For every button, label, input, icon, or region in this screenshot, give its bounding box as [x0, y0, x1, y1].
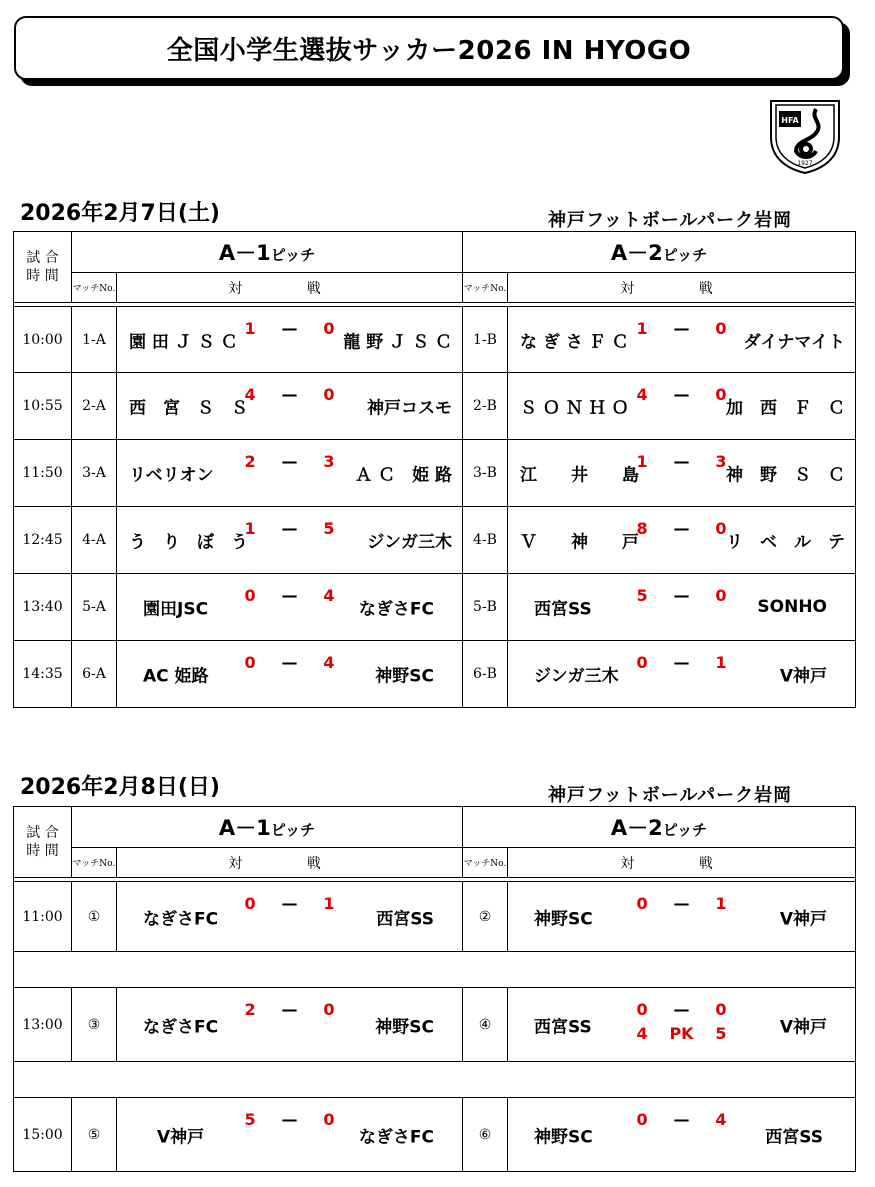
match-time: 10:55 [14, 373, 72, 440]
away-team: 神野SC [375, 666, 434, 687]
home-score: 0 [636, 894, 648, 913]
match-time: 11:00 [14, 882, 72, 952]
score-dash: — [673, 1110, 690, 1129]
score [245, 1000, 335, 1019]
home-team: 西 宮 Ｓ Ｓ [129, 398, 248, 419]
title-banner [14, 16, 844, 80]
vs-header: 対 戦 [117, 848, 463, 878]
pitch-a1-header [72, 232, 463, 273]
away-team: V神戸 [779, 909, 827, 929]
away-score: 0 [715, 519, 727, 538]
pitch-a2-label: A－2 [610, 816, 663, 840]
home-score: 0 [244, 653, 256, 672]
match-time: 13:40 [14, 574, 72, 641]
match-no: ② [463, 882, 508, 952]
spacer-row [14, 1062, 856, 1098]
match-no: 5-B [463, 574, 508, 641]
pk-score [637, 1024, 727, 1043]
away-team: Ａ Ｃ 姫 路 [355, 465, 452, 486]
day2-date: 2026年2月8日(日) [20, 775, 220, 800]
score-dash: — [281, 1110, 298, 1129]
home-team: 西宮SS [534, 1017, 592, 1037]
day1-date: 2026年2月7日(土) [20, 201, 220, 226]
header-row [14, 232, 856, 273]
match-time: 14:35 [14, 641, 72, 708]
home-team: AC 姫路 [143, 666, 209, 687]
home-score: 0 [636, 653, 648, 672]
score [245, 586, 335, 605]
table-row [14, 641, 856, 708]
score-dash: — [673, 894, 690, 913]
time-header-line2: 時 間 [26, 843, 59, 859]
score-dash: — [281, 452, 298, 471]
pitch-a1-label: A－1 [218, 241, 271, 265]
emblem-text: HFA [781, 116, 799, 125]
home-score: 4 [636, 385, 648, 404]
match-time: 15:00 [14, 1098, 72, 1172]
away-score: 3 [715, 452, 727, 471]
home-score: 0 [244, 894, 256, 913]
match-cell [508, 1098, 856, 1172]
match-no: ④ [463, 988, 508, 1062]
table-row [14, 507, 856, 574]
home-team: なぎさFC [143, 909, 219, 929]
match-no: 3-A [72, 440, 117, 507]
home-team: なぎさFC [143, 1017, 219, 1037]
vs-header: 対 戦 [508, 273, 856, 303]
home-team: な ぎ さ Ｆ Ｃ [520, 332, 629, 352]
score [637, 1000, 727, 1019]
home-team: う り ぼ う [129, 532, 248, 553]
match-cell [508, 507, 856, 574]
away-team: リ ベ ル テ [726, 532, 845, 553]
score-dash: — [673, 1000, 690, 1019]
match-cell [117, 574, 463, 641]
time-header-line1: 試 合 [26, 250, 59, 266]
score-dash: — [673, 319, 690, 338]
score [245, 653, 335, 672]
match-no: ③ [72, 988, 117, 1062]
score [637, 319, 727, 338]
match-no-header: マッチNo. [463, 273, 508, 303]
pitch-a2-label: A－2 [610, 241, 663, 265]
day2-schedule-table [13, 806, 856, 1172]
day1-schedule-table [13, 231, 856, 708]
match-cell [117, 373, 463, 440]
home-score: 1 [244, 319, 256, 338]
away-team: V神戸 [779, 1017, 827, 1037]
score [637, 894, 727, 913]
pitch-a1-header [72, 807, 463, 848]
table-row [14, 307, 856, 373]
match-cell [117, 882, 463, 952]
match-no: 4-A [72, 507, 117, 574]
match-cell [117, 307, 463, 373]
score-dash: — [281, 385, 298, 404]
pitch-a1-label: A－1 [218, 816, 271, 840]
score-dash: — [281, 586, 298, 605]
home-score: 1 [636, 452, 648, 471]
home-team: 園田JSC [143, 599, 209, 620]
away-score: 1 [715, 894, 727, 913]
away-team: ダイナマイト [743, 332, 845, 352]
pitch-a2-suffix: ピッチ [662, 246, 708, 264]
subheader-row [14, 848, 856, 878]
match-cell [508, 574, 856, 641]
table-row [14, 574, 856, 641]
home-score: 5 [244, 1110, 256, 1129]
match-cell [508, 307, 856, 373]
score [245, 894, 335, 913]
table-row [14, 373, 856, 440]
match-no: 2-A [72, 373, 117, 440]
away-score: 0 [323, 385, 335, 404]
home-team: ジンガ三木 [534, 666, 619, 687]
home-team: V神戸 [157, 1127, 205, 1147]
home-score: 0 [636, 1110, 648, 1129]
subheader-row [14, 273, 856, 303]
home-team: 神野SC [534, 909, 593, 929]
score [245, 519, 335, 538]
table-row [14, 440, 856, 507]
away-team: なぎさFC [358, 1127, 434, 1147]
vs-header: 対 戦 [508, 848, 856, 878]
score-dash: — [673, 586, 690, 605]
match-no-header: マッチNo. [463, 848, 508, 878]
score [637, 653, 727, 672]
home-team: Ｖ 神 戸 [520, 532, 639, 553]
home-score: 4 [244, 385, 256, 404]
match-no-header: マッチNo. [72, 848, 117, 878]
table-row [14, 882, 856, 952]
match-cell [117, 1098, 463, 1172]
home-score: 2 [244, 452, 256, 471]
score [245, 319, 335, 338]
time-header-line1: 試 合 [26, 825, 59, 841]
home-score: 1 [244, 519, 256, 538]
score [637, 519, 727, 538]
home-score: 1 [636, 319, 648, 338]
match-cell [117, 988, 463, 1062]
score-dash: — [673, 385, 690, 404]
home-team: 江 井 島 [520, 465, 639, 486]
score [637, 385, 727, 404]
match-time: 11:50 [14, 440, 72, 507]
score [245, 1110, 335, 1129]
home-team: 神野SC [534, 1127, 593, 1147]
page-title: 全国小学生選抜サッカー2026 IN HYOGO [166, 35, 692, 66]
hfa-emblem-icon [766, 97, 844, 175]
home-team: 園 田 Ｊ Ｓ Ｃ [129, 332, 238, 352]
pitch-a2-header [463, 232, 856, 273]
pitch-a1-suffix: ピッチ [270, 246, 316, 264]
away-score: 0 [715, 385, 727, 404]
match-no: 3-B [463, 440, 508, 507]
time-header [14, 232, 72, 303]
score-dash: — [281, 519, 298, 538]
table-row [14, 1098, 856, 1172]
match-time: 12:45 [14, 507, 72, 574]
home-team: 西宮SS [534, 599, 592, 620]
away-team: 神野SC [375, 1017, 434, 1037]
pitch-a2-suffix: ピッチ [662, 821, 708, 839]
vs-header: 対 戦 [117, 273, 463, 303]
table-row [14, 988, 856, 1062]
match-cell [508, 641, 856, 708]
match-cell [117, 507, 463, 574]
away-score: 4 [715, 1110, 727, 1129]
match-no: ⑥ [463, 1098, 508, 1172]
score-dash: — [673, 452, 690, 471]
score [637, 452, 727, 471]
home-team: Ｓ Ｏ Ｎ Ｈ Ｏ [520, 398, 629, 419]
match-no: 2-B [463, 373, 508, 440]
match-cell [508, 373, 856, 440]
away-score: 5 [323, 519, 335, 538]
away-score: 4 [323, 653, 335, 672]
away-team: V神戸 [779, 666, 827, 687]
match-no: ① [72, 882, 117, 952]
score-dash: — [673, 519, 690, 538]
header-row [14, 807, 856, 848]
home-score: 5 [636, 586, 648, 605]
score-dash: — [673, 653, 690, 672]
match-cell [117, 440, 463, 507]
away-score: 0 [323, 1110, 335, 1129]
home-score: 0 [636, 1000, 648, 1019]
away-score: 0 [715, 1000, 727, 1019]
away-score: 4 [323, 586, 335, 605]
away-team: SONHO [757, 597, 827, 617]
score-dash: — [281, 894, 298, 913]
score-dash: — [281, 653, 298, 672]
time-header-line2: 時 間 [26, 268, 59, 284]
match-no: 6-A [72, 641, 117, 708]
score-dash: — [281, 1000, 298, 1019]
away-team: なぎさFC [358, 599, 434, 620]
away-team: 龍 野 Ｊ Ｓ Ｃ [343, 332, 452, 352]
pk-home-score: 4 [636, 1024, 648, 1043]
match-no: 1-A [72, 307, 117, 373]
match-no: 1-B [463, 307, 508, 373]
away-team: 神戸コスモ [367, 398, 452, 419]
away-score: 1 [715, 653, 727, 672]
away-score: 0 [715, 586, 727, 605]
match-no: 4-B [463, 507, 508, 574]
away-score: 1 [323, 894, 335, 913]
away-score: 0 [715, 319, 727, 338]
away-team: ジンガ三木 [367, 532, 452, 553]
pitch-a2-header [463, 807, 856, 848]
score [637, 1110, 727, 1129]
pk-away-score: 5 [715, 1024, 727, 1043]
match-no: 6-B [463, 641, 508, 708]
home-score: 0 [244, 586, 256, 605]
match-no: 5-A [72, 574, 117, 641]
away-team: 加 西 Ｆ Ｃ [726, 398, 845, 419]
pk-label: PK [669, 1024, 694, 1043]
match-cell [508, 882, 856, 952]
pitch-a1-suffix: ピッチ [270, 821, 316, 839]
match-no: ⑤ [72, 1098, 117, 1172]
match-time: 13:00 [14, 988, 72, 1062]
match-cell [508, 440, 856, 507]
score [245, 452, 335, 471]
match-cell [117, 641, 463, 708]
score [637, 586, 727, 605]
spacer-row [14, 952, 856, 988]
match-no-header: マッチNo. [72, 273, 117, 303]
away-team: 西宮SS [765, 1127, 823, 1147]
match-cell [508, 988, 856, 1062]
away-score: 0 [323, 1000, 335, 1019]
emblem-year: 1927 [797, 160, 813, 167]
day2-venue: 神戸フットボールパーク岩岡 [548, 785, 793, 806]
day1-venue: 神戸フットボールパーク岩岡 [548, 210, 793, 231]
score-dash: — [281, 319, 298, 338]
home-score: 2 [244, 1000, 256, 1019]
away-score: 3 [323, 452, 335, 471]
home-score: 8 [636, 519, 648, 538]
time-header [14, 807, 72, 878]
away-team: 西宮SS [376, 909, 434, 929]
away-score: 0 [323, 319, 335, 338]
home-team: リベリオン [129, 465, 214, 486]
match-time: 10:00 [14, 307, 72, 373]
score [245, 385, 335, 404]
away-team: 神 野 Ｓ Ｃ [726, 465, 845, 486]
